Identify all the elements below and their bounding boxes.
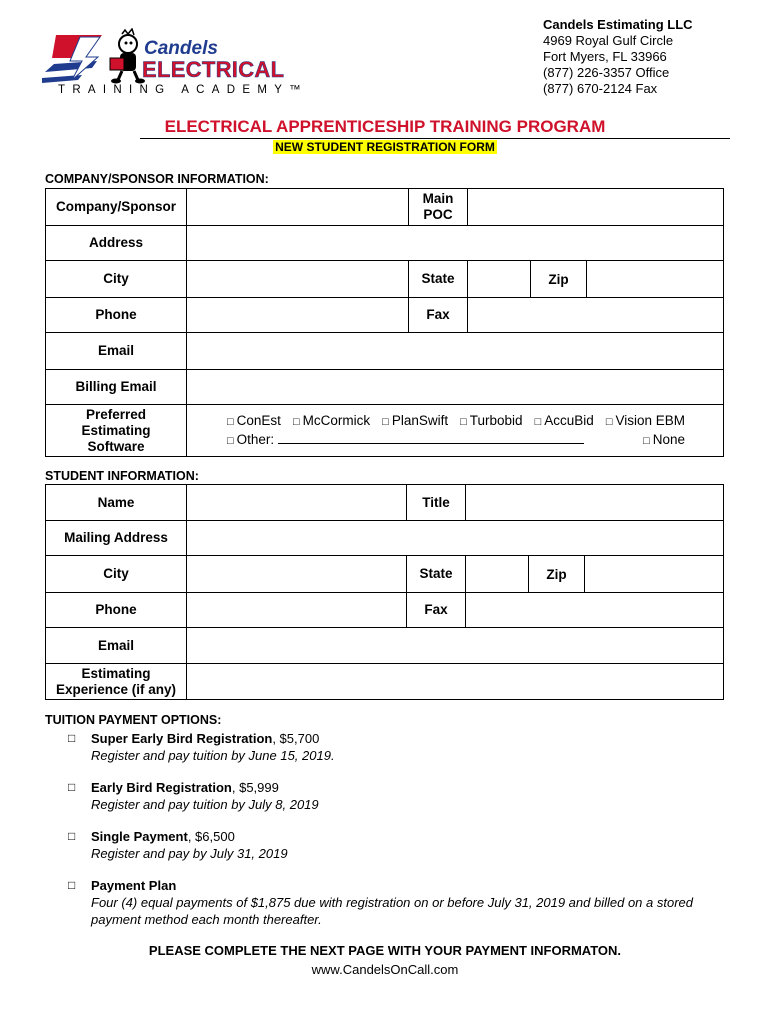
checkbox-icon: □ — [460, 415, 467, 428]
checkbox-icon: □ — [605, 415, 613, 428]
student-name-label: Name — [46, 485, 187, 521]
main-poc-label: Main POC — [409, 189, 468, 226]
tuition-option-name: Single Payment — [91, 829, 188, 844]
software-option-planswift[interactable]: □ PlanSwift — [382, 412, 449, 428]
other-software-input-line[interactable] — [278, 432, 584, 444]
company-info-table — [45, 188, 724, 457]
student-phone-label: Phone — [46, 593, 187, 628]
company-sponsor-label: Company/Sponsor — [46, 189, 187, 226]
form-title: ELECTRICAL APPRENTICESHIP TRAINING PROGRAM — [164, 117, 606, 136]
software-option-vision-ebm[interactable]: □ Vision EBM — [605, 412, 685, 428]
software-option-none[interactable]: □ None — [643, 431, 685, 447]
estimating-software-label: Preferred Estimating Software — [46, 405, 187, 457]
company-state-field[interactable] — [468, 261, 531, 298]
company-zip-label: Zip — [531, 261, 587, 298]
company-fax-label: Fax — [409, 298, 468, 333]
company-city-label: City — [46, 261, 187, 298]
company-section-heading: COMPANY/SPONSOR INFORMATION: — [45, 172, 269, 186]
company-phone-field[interactable] — [187, 298, 409, 333]
student-fax-label: Fax — [407, 593, 466, 628]
student-state-label: State — [407, 556, 466, 593]
checkbox-icon[interactable]: □ — [68, 878, 76, 892]
logo-brand-main: ELECTRICAL — [142, 57, 285, 82]
company-zip-field[interactable] — [587, 261, 724, 298]
student-phone-field[interactable] — [187, 593, 407, 628]
title-divider — [140, 138, 730, 139]
company-address-line1: 4969 Royal Gulf Circle — [543, 33, 674, 48]
checkbox-icon: □ — [292, 415, 300, 428]
company-address-field[interactable] — [187, 226, 724, 261]
student-name-field[interactable] — [187, 485, 407, 521]
company-fax: (877) 670-2124 Fax — [543, 81, 658, 96]
checkbox-icon[interactable]: □ — [68, 731, 76, 745]
student-city-field[interactable] — [187, 556, 407, 593]
tuition-option-price: , $5,999 — [231, 780, 279, 795]
software-option-other[interactable] — [227, 431, 584, 450]
billing-email-field[interactable] — [187, 370, 724, 405]
company-fax-field[interactable] — [468, 298, 724, 333]
tuition-option-name: Payment Plan — [91, 878, 177, 893]
software-option-mccormick[interactable]: □ McCormick — [292, 412, 371, 428]
logo-brand-top: Candels — [144, 38, 218, 59]
student-title-field[interactable] — [466, 485, 724, 521]
checkbox-icon[interactable]: □ — [68, 780, 76, 794]
candels-logo — [42, 28, 312, 100]
student-city-label: City — [46, 556, 187, 593]
student-state-field[interactable] — [466, 556, 529, 593]
student-section-heading: STUDENT INFORMATION: — [45, 469, 199, 483]
payment-info-notice: PLEASE COMPLETE THE NEXT PAGE WITH YOUR PAYMENT INFORMATON. — [148, 943, 622, 958]
tuition-heading: TUITION PAYMENT OPTIONS: — [45, 713, 222, 727]
company-contact-block — [543, 17, 693, 97]
company-sponsor-field[interactable] — [187, 189, 409, 226]
company-address-line2: Fort Myers, FL 33966 — [543, 49, 667, 64]
checkbox-icon: □ — [227, 434, 234, 447]
estimating-experience-label: Estimating Experience (if any) — [46, 664, 187, 700]
tuition-option-name: Early Bird Registration — [91, 780, 232, 795]
company-city-field[interactable] — [187, 261, 409, 298]
company-email-label: Email — [46, 333, 187, 370]
tuition-option-note: Register and pay tuition by June 15, 2019. — [91, 748, 335, 763]
student-email-label: Email — [46, 628, 187, 664]
tuition-options — [45, 713, 735, 927]
checkbox-icon[interactable]: □ — [68, 829, 76, 843]
tuition-option-name: Super Early Bird Registration — [91, 731, 273, 746]
checkbox-icon: □ — [643, 434, 650, 447]
student-fax-field[interactable] — [466, 593, 724, 628]
checkbox-icon: □ — [227, 415, 234, 428]
tuition-option-price: , $6,500 — [187, 829, 235, 844]
tuition-option-note: Four (4) equal payments of $1,875 due with registration on or before July 31, 2019 and billed on a stored payment method each month thereafter. — [91, 895, 693, 927]
website-url[interactable]: www.CandelsOnCall.com — [311, 962, 459, 977]
student-title-label: Title — [407, 485, 466, 521]
company-email-field[interactable] — [187, 333, 724, 370]
tuition-option-note: Register and pay by July 31, 2019 — [91, 846, 288, 861]
form-subtitle — [0, 140, 770, 154]
mailing-address-label: Mailing Address — [46, 521, 187, 556]
estimating-experience-field[interactable] — [187, 664, 724, 700]
student-zip-field[interactable] — [585, 556, 724, 593]
student-zip-label: Zip — [529, 556, 585, 593]
estimating-software-options — [187, 405, 724, 457]
billing-email-label: Billing Email — [46, 370, 187, 405]
company-state-label: State — [409, 261, 468, 298]
student-email-field[interactable] — [187, 628, 724, 664]
company-phone-label: Phone — [46, 298, 187, 333]
software-option-conest[interactable]: □ ConEst — [227, 412, 281, 428]
software-option-accubid[interactable]: □ AccuBid — [534, 412, 594, 428]
checkbox-icon: □ — [382, 415, 389, 428]
student-info-table — [45, 484, 724, 700]
company-name: Candels Estimating LLC — [543, 17, 693, 32]
checkbox-icon: □ — [534, 415, 542, 428]
logo-tagline: TRAINING ACADEMY™ — [58, 84, 308, 96]
company-office-phone: (877) 226-3357 Office — [543, 65, 670, 80]
tuition-option-note: Register and pay tuition by July 8, 2019 — [91, 797, 319, 812]
company-address-label: Address — [46, 226, 187, 261]
software-option-turbobid[interactable]: □ Turbobid — [460, 412, 523, 428]
other-label: Other: — [236, 431, 275, 447]
form-subtitle-text: NEW STUDENT REGISTRATION FORM — [275, 140, 495, 154]
mailing-address-field[interactable] — [187, 521, 724, 556]
main-poc-field[interactable] — [468, 189, 724, 226]
tuition-option-price: , $5,700 — [272, 731, 320, 746]
